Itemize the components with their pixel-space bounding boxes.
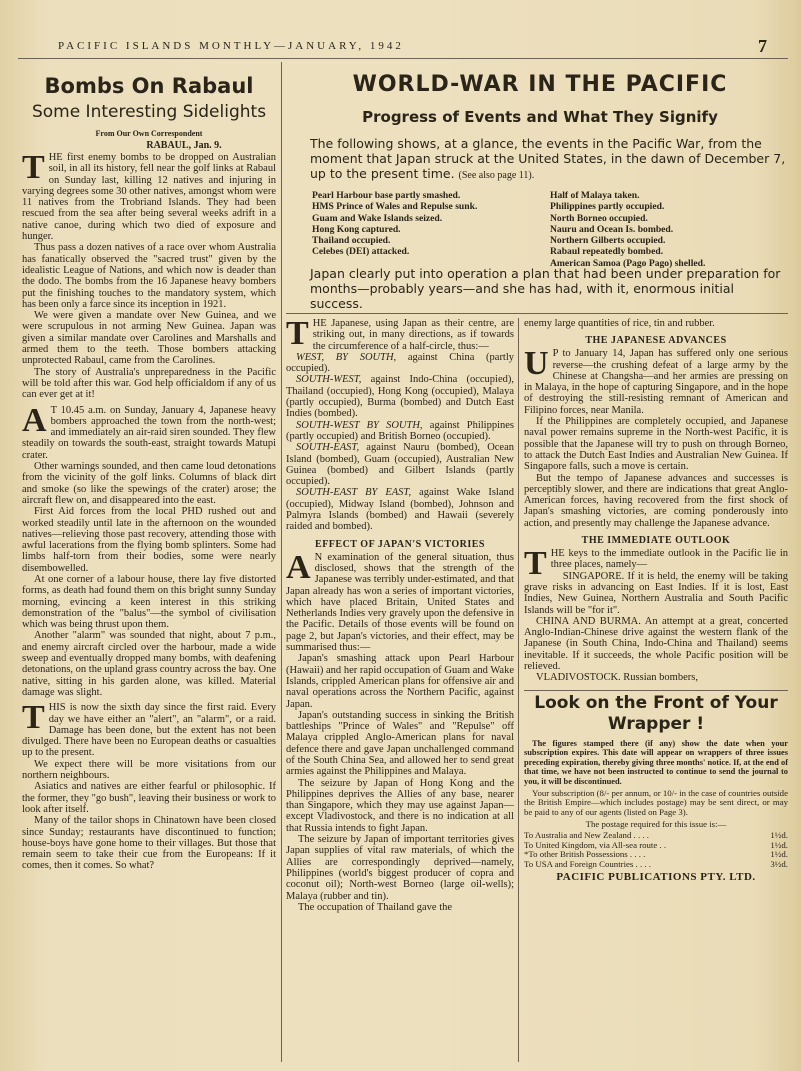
- event-item: Pearl Harbour base partly smashed.: [312, 190, 461, 201]
- left-article-subtitle: Some Interesting Sidelights: [31, 102, 267, 122]
- direction-paragraph: SOUTH-WEST BY SOUTH, against Philippines (partly occupied) and British Borneo (occupied).: [286, 419, 514, 442]
- event-item: Rabaul repeatedly bombed.: [550, 246, 664, 258]
- paragraph: We expect there will be more visitations from our northern neighbours.: [22, 758, 276, 782]
- paragraph: THIS is now the sixth day since the first raid. Every day we have either an "alert", an "alarm", or a raid. Damage has been done, but the extent has not been divulged. There have been no European deaths or casualties up to the present.: [22, 699, 276, 759]
- paragraph: At one corner of a labour house, there lay five distorted forms, as death had found them on this bright sunny Sunday morning, evincing a keen interest in this striking demonstration of the "balus"—the symbol of civilisation which was being thrust upon them.: [22, 573, 276, 631]
- paragraph: A N examination of the general situation, thus disclosed, shows that the strength of the Japanese was terribly under-estimated, and that Japan already has won a series of important victories, which have placed Britain, United States and Netherlands Indies very gravely upon the defensive in the Pacific. Details of those events will be found on page 2, but Japan's victories, and their effect, may be summarised thus:—: [286, 548, 514, 654]
- paragraph: Japan's smashing attack upon Pearl Harbour (Hawaii) and her rapid occupation of Guam and Wake Islands, crippled American plans for offensive air and naval operations across the Northern Pacific, against Japan.: [286, 653, 514, 710]
- notice-bold-text: The figures stamped there (if any) show the date when your subscription expires. This date will appear on wrappers of three issues preceding expiration, thereby giving three months' notice. If, at the end of that time, we have not been instructed to continue to send the journal to you, it will be discontinued.: [524, 738, 788, 786]
- drop-cap: T: [524, 545, 547, 583]
- left-article: [22, 72, 276, 1064]
- event-item: Thailand occupied.: [312, 235, 391, 247]
- event-item: Half of Malaya taken.: [550, 190, 640, 201]
- notice-title: Look on the Front of Your Wrapper !: [534, 692, 778, 734]
- page-number: 7: [758, 36, 767, 56]
- paragraph: Many of the tailor shops in Chinatown have been closed since Sunday; restaurants have discontinued to function; house-boys have gone home to their villages. But those that remain seem to take their cue from the Europeans: If it comes, then it comes. So what?: [22, 815, 276, 872]
- publisher-name: PACIFIC PUBLICATIONS PTY. LTD.: [556, 870, 756, 883]
- paragraph: But the tempo of Japanese advances and successes is perceptibly slower, and there are indications that great Anglo-American forces, having recovered from the first shock of Japan's smashing victories, are coming ponderously into action, and presently may challenge the Japanese advance.: [524, 472, 788, 529]
- drop-cap: T: [286, 318, 309, 352]
- main-article-column-2: [524, 318, 788, 1066]
- header-rule: [18, 58, 788, 59]
- paragraph: SINGAPORE. If it is held, the enemy will be taking grave risks in advancing on East Indies. If it is lost, East Indies, New Guinea, Northern Australia and South Pacific Islands will be "for it".: [524, 570, 788, 616]
- postage-row: [524, 860, 788, 870]
- postage-destination: To USA and Foreign Countries . . . .: [524, 859, 651, 870]
- paragraph: THE keys to the immediate outlook in the Pacific lie in three places, namely—: [524, 545, 788, 583]
- event-item: American Samoa (Pago Pago) shelled.: [550, 257, 706, 269]
- event-item: HMS Prince of Wales and Repulse sunk.: [312, 201, 478, 213]
- event-item: Hong Kong captured.: [312, 223, 401, 235]
- event-item: Guam and Wake Islands seized.: [312, 212, 443, 224]
- drop-cap: T: [22, 699, 45, 737]
- events-column-left: [312, 190, 544, 269]
- postage-destination: *To other British Possessions . . . .: [524, 849, 646, 860]
- drop-cap: A: [22, 401, 47, 439]
- section-heading: THE JAPANESE ADVANCES: [585, 335, 727, 347]
- drop-cap: U: [524, 345, 549, 383]
- paragraph: The story of Australia's unpreparedness in the Pacific will be told after this war. God help officialdom if any of us can ever get at it!: [22, 366, 276, 401]
- dateline: RABAUL, Jan. 9.: [146, 140, 222, 151]
- running-head: PACIFIC ISLANDS MONTHLY—JANUARY, 1942: [58, 40, 404, 52]
- drop-cap: T: [22, 149, 45, 186]
- paragraph: If the Philippines are completely occupied, and Japanese naval power remains supreme in the North-west Pacific, it is possible that the Japanese will try to push on through Borneo, to attack the Dutch East Indies and Australian New Guinea. If Singapore falls, such a move is certain.: [524, 416, 788, 473]
- direction-paragraph: SOUTH-EAST, against Nauru (bombed), Ocean Island (bombed), Guam (occupied), Australian New Guinea (bombed) and Gilbert Islands (partly occupied).: [286, 442, 514, 488]
- postage-table: [524, 820, 788, 870]
- postage-rate: 1½d.: [770, 849, 788, 860]
- paragraph: THE Japanese, using Japan as their centre, are striking out, in many directions, as if towards the circumference of a half-circle, thus:—: [286, 318, 514, 352]
- paragraph: The occupation of Thailand gave the: [298, 901, 453, 913]
- postage-destination: To Australia and New Zealand . . . .: [524, 829, 649, 840]
- paragraph: A T 10.45 a.m. on Sunday, January 4, Japanese heavy bombers approached the town from the north-west; and immediately an air-raid siren sounded. They flew steadily on towards the south-east, straight towards Matupi crater.: [22, 401, 276, 461]
- direction-paragraph: SOUTH-WEST, against Indo-China (occupied), Thailand (occupied), Hong Kong (occupied), Malaya (partly occupied), Burma (bombed) and Dutch East Indies (bombed).: [286, 374, 514, 420]
- byline: From Our Own Correspondent: [95, 129, 203, 138]
- section-rule: [286, 313, 788, 314]
- main-article-subtitle: Progress of Events and What They Signify: [362, 108, 718, 126]
- direction-paragraph: WEST, BY SOUTH, against China (partly occupied).: [286, 351, 514, 375]
- column-divider: [281, 62, 282, 1062]
- notice-text: Your subscription (8/- per annum, or 10/- in the case of countries outside the British Empire—which includes postage) may be sent direct, or may be paid to any of our agents (listed on Page 3).: [524, 787, 788, 818]
- postage-rate: 1½d.: [770, 829, 788, 840]
- events-summary: [312, 190, 782, 269]
- see-also-note: (See also page 11).: [458, 170, 535, 181]
- paragraph: Japan's outstanding success in sinking the British battleships "Prince of Wales" and "Repulse" off Malaya crippled Anglo-American plans for naval defence there and gave Japan unchallenged command of the South China Sea, and allowed her to send great armies against the Philippines and Malaya.: [286, 709, 514, 778]
- section-heading: EFFECT OF JAPAN'S VICTORIES: [315, 538, 485, 550]
- event-item: Celebes (DEI) attacked.: [312, 246, 410, 258]
- event-item: Philippines partly occupied.: [550, 201, 665, 213]
- event-item: North Borneo occupied.: [550, 212, 648, 224]
- paragraph: enemy large quantities of rice, tin and rubber.: [524, 318, 715, 329]
- paragraph: The seizure by Japan of important territories gives Japan supplies of vital raw materials, of which the Allies are correspondingly deprived—namely, Philippines (world's biggest producer of copra and coconut oil); North-west Borneo (large oil-wells); Malaya (rubber and tin).: [286, 834, 514, 902]
- paragraph: The seizure by Japan of Hong Kong and the Philippines deprives the Allies of any base, nearer than Singapore, which they may use against Japan—except Vladivostock, and there is no indication at all that Russia intends to fight Japan.: [286, 777, 514, 834]
- postage-rate: 1½d.: [770, 839, 788, 850]
- paragraph: First Aid forces from the local PHD rushed out and worked steadily until late in the afternoon on the wounded natives—relieving those past recovery, attending those with awful lacerations from the flying bomb splinters. Some had limbs half-torn from their bodies, some were nearly disembowelled.: [22, 506, 276, 574]
- subscription-notice-box: [524, 690, 788, 883]
- left-article-title: Bombs On Rabaul: [44, 74, 254, 98]
- main-article-column-1: [286, 318, 514, 1066]
- drop-cap: A: [286, 548, 311, 586]
- paragraph: Another "alarm" was sounded that night, about 7 p.m., and enemy aircraft circled over the harbour, made a wide sweep and eventually dropped many bombs, with deafening detonations, on the upland grass country across the bay. One native, sitting in his garden alone, was killed. Material damage was slight.: [22, 630, 276, 698]
- event-item: Nauru and Ocean Is. bombed.: [550, 223, 674, 235]
- paragraph: VLADIVOSTOCK. Russian bombers,: [536, 672, 698, 684]
- paragraph: We were given a mandate over New Guinea, and we were scrupulous in not arming New Guinea. Japan was given a similar mandate over Carolines and Marshalls and armed them to the teeth. Those bombers attacking unprotected Rabaul, came from the Carolines.: [22, 310, 276, 367]
- paragraph: Asiatics and natives are either fearful or philosophic. If the former, they "go bush", leaving their business or work to look after itself.: [22, 781, 276, 815]
- paragraph: CHINA AND BURMA. An attempt at a great, concerted Anglo-Indian-Chinese drive against the western flank of the Japanese (in South China, Indo-China and Thailand) seems inevitable. If it succeeds, the whole Pacific position will be relieved.: [524, 615, 788, 673]
- main-article-title: WORLD-WAR IN THE PACIFIC: [352, 72, 728, 97]
- postage-heading: The postage required for this issue is:—: [585, 818, 727, 829]
- paragraph: THE first enemy bombs to be dropped on Australian soil, in all its history, fell near the golf links at Rabaul on Sunday last, killing 12 natives and injuring in varying degrees some 30 other natives, amongst whom were 11 natives from the Trobriand Islands. They had been rescued from the sea after being several weeks adrift in a native canoe, during which two died of exposure and hunger.: [22, 149, 276, 243]
- section-heading: THE IMMEDIATE OUTLOOK: [581, 535, 731, 547]
- column-divider: [518, 318, 519, 1062]
- paragraph: U P to January 14, Japan has suffered only one serious reverse—the crushing defeat of a large army by the Chinese at Changsha—and her armies are pressing on in Malaya, in the hope of capturing Singapore, and in the hope of destroying the still-resisting remnant of American and Filipino forces, near Manila.: [524, 345, 788, 416]
- events-column-right: [544, 190, 782, 269]
- intro-text-2: Japan clearly put into operation a plan that had been under preparation for months—probably years—and she has had, with it, enormous initial success.: [310, 266, 781, 311]
- direction-paragraph: SOUTH-EAST BY EAST, against Wake Island (occupied), Midway Island (bombed), Johnson and Palmyra Islands (bombed) and Hawaii (severely raided and bombed).: [286, 487, 514, 533]
- event-item: Northern Gilberts occupied.: [550, 235, 666, 247]
- paragraph: Thus pass a dozen natives of a race over whom Australia has fanatically observed the "sacred trust" given by the idealistic League of Nations, and which now is deader than the dodo. The bombs from the 16 Japanese heavy bombers put the finishing touches to the mandatory system, which has been only a farce since its inception in 1921.: [22, 242, 276, 310]
- postage-rate: 3½d.: [770, 859, 788, 870]
- paragraph: Other warnings sounded, and then came loud detonations from the vicinity of the golf links. Columns of black dirt and smoke (so like the spewings of the crater) arose; the aircraft flew on, and disappeared into the east.: [22, 461, 276, 506]
- intro-text: The following shows, at a glance, the events in the Pacific War, from the moment that Japan struck at the United States, in the dawn of December 7, up to the present time. (See also page 11).: [310, 136, 786, 181]
- postage-destination: To United Kingdom, via All-sea route . .: [524, 839, 667, 850]
